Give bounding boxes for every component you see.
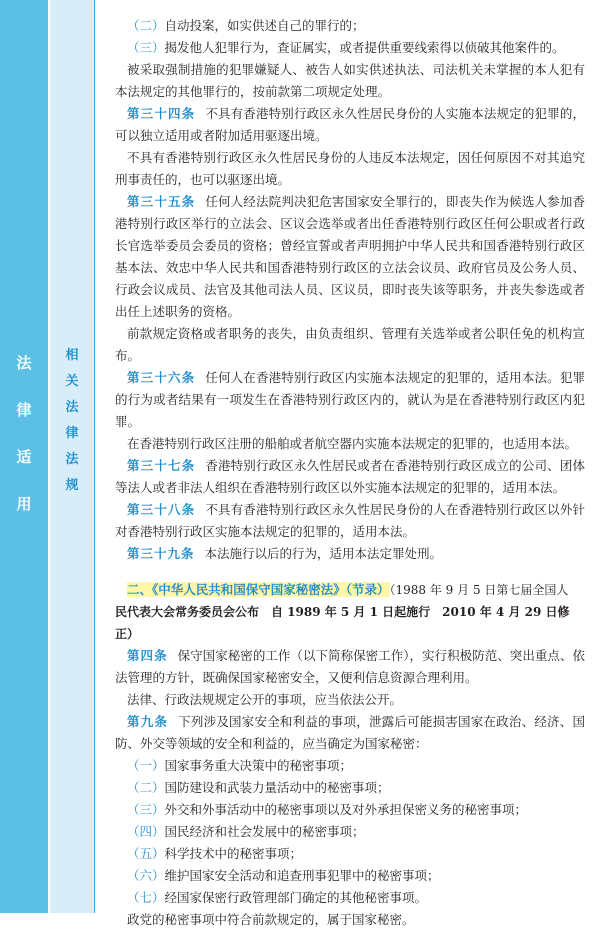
article-text: 下列涉及国家安全和利益的事项，泄露后可能损害国家在政治、经济、国防、外交等领域的安全和利益的，应当确定为国家秘密： — [115, 714, 585, 751]
section-title-char: 适 — [16, 448, 32, 466]
article-37 — [115, 455, 585, 499]
list-item — [115, 865, 585, 887]
section-4 — [115, 645, 585, 689]
item-text: 外交和外事活动中的秘密事项以及对外承担保密义务的秘密事项； — [164, 802, 528, 817]
section-title-char: 用 — [16, 495, 32, 513]
section-title-vertical — [0, 352, 48, 540]
item-text: 国家事务重大决策中的秘密事项； — [164, 758, 353, 773]
paragraph: 在香港特别行政区注册的船舶或者航空器内实施本法规定的犯罪的，也适用本法。 — [127, 436, 578, 451]
paragraph: 不具有香港特别行政区永久性居民身份的人违反本法规定，因任何原因不对其追究刑事责任的，也可以驱逐出境。 — [115, 150, 585, 187]
list-item — [115, 887, 585, 909]
article-text: 保守国家秘密的工作（以下简称保密工作），实行积极防范、突出重点、依法管理的方针，既确保国家秘密安全，又便利信息资源合理利用。 — [115, 648, 585, 685]
subsection-title-char: 规 — [65, 478, 79, 493]
law-dates-continued: 民代表大会常务委员会公布 自 1989 年 5 月 1 日起施行 2010 年 4 月 29 日修正） — [115, 605, 570, 641]
article-text: 不具有香港特别行政区永久性居民身份的人实施本法规定的犯罪的，可以独立适用或者附加适用驱逐出境。 — [115, 106, 585, 143]
article-label: 第三十九条 — [127, 546, 195, 561]
item-mark: （四） — [127, 824, 165, 839]
item-text: 维护国家安全活动和追查刑事犯罪中的秘密事项； — [164, 868, 440, 883]
article-label: 第三十四条 — [127, 106, 196, 121]
paragraph: 政党的秘密事项中符合前款规定的，属于国家秘密。 — [127, 912, 415, 927]
subsection-title-vertical — [50, 348, 94, 504]
list-item — [115, 843, 585, 865]
list-item — [115, 799, 585, 821]
item-mark: （二） — [127, 780, 165, 795]
article-35 — [115, 191, 585, 323]
item-mark: （一） — [127, 758, 165, 773]
article-38 — [115, 499, 585, 543]
law-title: 二、《中华人民共和国保守国家秘密法》（节录） — [127, 582, 390, 597]
paragraph: 前款规定资格或者职务的丧失，由负责组织、管理有关选举或者公职任免的机构宣布。 — [115, 326, 585, 363]
item-text: 经国家保密行政管理部门确定的其他秘密事项。 — [164, 890, 428, 905]
list-item — [115, 777, 585, 799]
item-mark: （五） — [127, 846, 165, 861]
item-text: 自动投案，如实供述自己的罪行的； — [164, 18, 365, 33]
section-9 — [115, 711, 585, 755]
list-item — [115, 37, 585, 59]
section-title-char: 律 — [16, 401, 32, 419]
item-mark: （三） — [127, 802, 165, 817]
list-item — [115, 15, 585, 37]
law-dates: （1988 年 9 月 5 日第七届全国人 — [389, 583, 569, 597]
section-gap — [115, 565, 585, 579]
list-item — [115, 755, 585, 777]
article-text: 香港特别行政区永久性居民或者在香港特别行政区成立的公司、团体等法人或者非法人组织在香港特别行政区以外实施本法规定的犯罪的，适用本法。 — [115, 458, 585, 495]
paragraph: 被采取强制措施的犯罪嫌疑人、被告人如实供述执法、司法机关未掌握的本人犯有本法规定的其他罪行的，按前款第二项规定处理。 — [115, 62, 585, 99]
item-mark: （七） — [127, 890, 165, 905]
list-item — [115, 821, 585, 843]
article-label: 第四条 — [127, 648, 168, 663]
article-39 — [115, 543, 585, 565]
item-mark: （二） — [127, 18, 165, 33]
article-text: 不具有香港特别行政区永久性居民身份的人在香港特别行政区以外针对香港特别行政区实施本法规定的犯罪的，适用本法。 — [115, 502, 585, 539]
article-label: 第三十七条 — [127, 458, 196, 473]
item-mark: （六） — [127, 868, 165, 883]
document-body — [115, 15, 585, 931]
subsection-title-char: 相 — [65, 348, 79, 363]
subsection-title-char: 关 — [65, 374, 79, 389]
section-title-char: 法 — [16, 354, 32, 372]
article-label: 第三十八条 — [127, 502, 196, 517]
law-heading — [115, 579, 585, 601]
subsection-title-char: 法 — [65, 452, 79, 467]
article-34 — [115, 103, 585, 147]
item-mark: （三） — [127, 40, 165, 55]
item-text: 国防建设和武装力量活动中的秘密事项； — [164, 780, 390, 795]
item-text: 科学技术中的秘密事项； — [164, 846, 303, 861]
article-label: 第三十六条 — [127, 370, 196, 385]
item-text: 揭发他人犯罪行为，查证属实，或者提供重要线索得以侦破其他案件的。 — [164, 40, 565, 55]
article-text: 任何人在香港特别行政区内实施本法规定的犯罪的，适用本法。犯罪的行为或者结果有一项发生在香港特别行政区内的，就认为是在香港特别行政区内犯罪。 — [115, 370, 585, 429]
subsection-title-char: 法 — [65, 400, 79, 415]
item-text: 国民经济和社会发展中的秘密事项； — [164, 824, 365, 839]
subsection-title-char: 律 — [65, 426, 79, 441]
article-text: 本法施行以后的行为，适用本法定罪处刑。 — [204, 546, 443, 561]
article-36 — [115, 367, 585, 433]
article-label: 第九条 — [127, 714, 169, 729]
article-label: 第三十五条 — [127, 194, 196, 209]
article-text: 任何人经法院判决犯危害国家安全罪行的，即丧失作为候选人参加香港特别行政区举行的立法会、区议会选举或者出任香港特别行政区任何公职或者行政长官选举委员会委员的资格；曾经宣誓或者声明拥护中华人民共和国香港特别行政区基本法、效忠中华人民共和国香港特别行政区的立法会议员、政府官员及公务人员、行政会议成员、法官及其他司法人员、区议员，即时丧失该等职务，并丧失参选或者出任上述职务的资格。 — [115, 194, 585, 319]
paragraph: 法律、行政法规规定公开的事项，应当依法公开。 — [127, 692, 403, 707]
